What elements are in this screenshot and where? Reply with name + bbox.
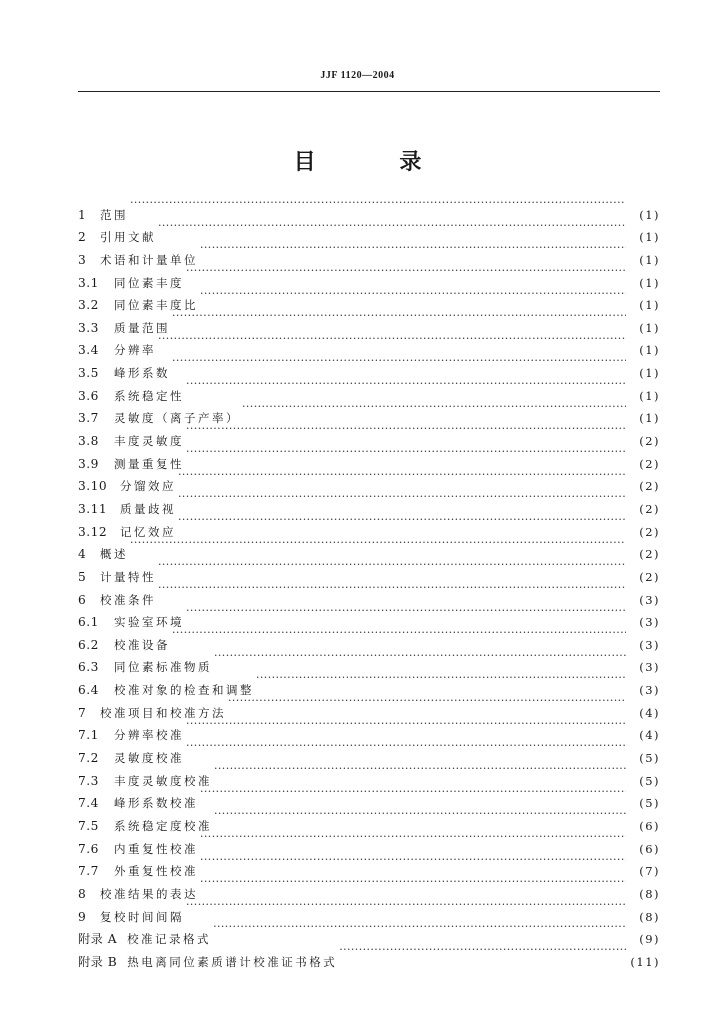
toc-entry-number: 7.1 bbox=[78, 728, 99, 743]
toc-entry-number: 7 bbox=[78, 705, 87, 720]
toc-entry-label: 质量范围 bbox=[114, 320, 170, 335]
toc-entry-number: 6.2 bbox=[78, 637, 99, 652]
toc-entry-number: 7.2 bbox=[78, 751, 99, 766]
toc-entry-label: 灵敏度校准 bbox=[114, 751, 184, 766]
toc-entry-number: 3.3 bbox=[78, 320, 99, 335]
toc-entry[interactable] bbox=[78, 219, 660, 245]
dot-leader bbox=[186, 377, 626, 400]
toc-entry-number: 1 bbox=[78, 207, 87, 222]
toc-entry-page: (1) bbox=[639, 411, 660, 426]
dot-leader bbox=[186, 422, 626, 445]
toc-entry-label: 校准设备 bbox=[114, 637, 170, 652]
dot-leader bbox=[130, 196, 626, 219]
toc-entry-label: 复校时间间隔 bbox=[100, 909, 184, 924]
dot-leader bbox=[228, 694, 626, 717]
dot-leader bbox=[200, 287, 626, 310]
toc-entry-number: 7.3 bbox=[78, 773, 99, 788]
toc-entry-label: 同位素标准物质 bbox=[114, 660, 212, 675]
dot-leader bbox=[158, 332, 626, 355]
toc-entry-number: 3.12 bbox=[78, 524, 108, 539]
toc-entry-label: 校准条件 bbox=[100, 592, 156, 607]
toc-entry-page: (6) bbox=[639, 841, 660, 856]
dot-leader bbox=[200, 241, 626, 264]
toc-entry-number: 5 bbox=[78, 569, 87, 584]
toc-entry-page: (2) bbox=[639, 501, 660, 516]
toc-entry-number: 3.8 bbox=[78, 434, 99, 449]
toc-entry-page: (2) bbox=[639, 524, 660, 539]
toc-entry-label: 丰度灵敏度校准 bbox=[114, 773, 212, 788]
dot-leader bbox=[214, 762, 626, 785]
toc-entry[interactable] bbox=[78, 604, 660, 630]
toc-entry-number: 8 bbox=[78, 886, 87, 901]
toc-entry[interactable] bbox=[78, 558, 660, 584]
dot-leader bbox=[178, 468, 626, 491]
dot-leader bbox=[158, 558, 626, 581]
toc-entry-page: (5) bbox=[639, 796, 660, 811]
dot-leader bbox=[200, 785, 626, 808]
toc-entry[interactable] bbox=[78, 536, 660, 562]
toc-entry-label: 热电离同位素质谱计校准证书格式 bbox=[127, 954, 338, 969]
toc-entry-number: 3 bbox=[78, 252, 87, 267]
dot-leader bbox=[172, 309, 626, 332]
toc-entry[interactable] bbox=[78, 196, 660, 222]
toc-entry-page: (1) bbox=[639, 343, 660, 358]
toc-entry-page: (3) bbox=[639, 615, 660, 630]
toc-entry-label: 分馏效应 bbox=[120, 479, 176, 494]
toc-entry-page: (3) bbox=[639, 637, 660, 652]
toc-entry-page: (1) bbox=[639, 252, 660, 267]
toc-entry-number: 7.4 bbox=[78, 796, 99, 811]
toc-entry-number: 3.4 bbox=[78, 343, 99, 358]
dot-leader bbox=[130, 536, 626, 559]
toc-entry-number: 7.6 bbox=[78, 841, 99, 856]
dot-leader bbox=[186, 717, 626, 740]
dot-leader bbox=[186, 445, 626, 468]
toc-entry-page: (2) bbox=[639, 479, 660, 494]
toc-entry-page: (5) bbox=[639, 773, 660, 788]
toc-entry-page: (1) bbox=[639, 275, 660, 290]
toc-entry-page: (6) bbox=[639, 818, 660, 833]
dot-leader bbox=[186, 739, 626, 762]
toc-entry-page: (1) bbox=[639, 207, 660, 222]
toc-entry-page: (1) bbox=[639, 320, 660, 335]
toc-entry-page: (4) bbox=[639, 728, 660, 743]
toc-entry[interactable] bbox=[78, 581, 660, 607]
toc-entry-number: 附录 B bbox=[78, 954, 118, 969]
toc-entry[interactable] bbox=[78, 354, 660, 381]
toc-entry-label: 外重复性校准 bbox=[114, 864, 198, 879]
dot-leader bbox=[178, 490, 626, 513]
dot-leader bbox=[213, 921, 626, 944]
dot-leader bbox=[172, 626, 626, 649]
toc-entry-number: 7.7 bbox=[78, 864, 99, 879]
toc-entry-number: 6 bbox=[78, 592, 87, 607]
toc-entry-page: (2) bbox=[639, 569, 660, 584]
dot-leader bbox=[242, 400, 626, 423]
dot-leader bbox=[178, 513, 626, 536]
dot-leader bbox=[186, 898, 626, 921]
toc-entry-number: 6.1 bbox=[78, 615, 99, 630]
dot-leader bbox=[158, 219, 626, 242]
toc-entry-label: 峰形系数 bbox=[114, 366, 170, 381]
toc-entry-page: (2) bbox=[639, 456, 660, 471]
toc-entry-page: (2) bbox=[639, 547, 660, 562]
dot-leader bbox=[256, 671, 626, 694]
toc-entry-label: 术语和计量单位 bbox=[100, 252, 198, 267]
table-of-contents bbox=[78, 196, 660, 969]
header-rule bbox=[78, 91, 660, 92]
toc-entry-page: (3) bbox=[639, 683, 660, 698]
toc-entry-number: 7.5 bbox=[78, 818, 99, 833]
toc-entry-number: 3.5 bbox=[78, 366, 99, 381]
dot-leader bbox=[214, 807, 626, 830]
toc-entry-label: 灵敏度（离子产率） bbox=[114, 411, 240, 426]
toc-entry-label: 校准结果的表达 bbox=[100, 886, 198, 901]
toc-entry-number: 4 bbox=[78, 547, 87, 562]
toc-entry-page: (1) bbox=[639, 298, 660, 313]
toc-entry-page: (5) bbox=[639, 751, 660, 766]
toc-entry-label: 同位素丰度比 bbox=[114, 298, 198, 313]
toc-entry-label: 引用文献 bbox=[100, 230, 156, 245]
dot-leader bbox=[158, 581, 626, 604]
dot-leader bbox=[186, 264, 626, 287]
toc-entry-label: 丰度灵敏度 bbox=[114, 434, 184, 449]
page-header-code: JJF 1120—2004 bbox=[320, 70, 395, 81]
toc-entry-number: 3.7 bbox=[78, 411, 99, 426]
toc-entry-label: 校准对象的检查和调整 bbox=[114, 683, 254, 698]
toc-entry-number: 3.2 bbox=[78, 298, 99, 313]
dot-leader bbox=[186, 604, 626, 627]
toc-entry-label: 同位素丰度 bbox=[114, 275, 184, 290]
toc-entry-number: 2 bbox=[78, 230, 87, 245]
toc-entry-number: 3.9 bbox=[78, 456, 99, 471]
toc-entry-label: 系统稳定性 bbox=[114, 388, 184, 403]
toc-entry-page: (2) bbox=[639, 434, 660, 449]
dot-leader bbox=[200, 830, 626, 853]
toc-entry-page: (1) bbox=[639, 230, 660, 245]
dot-leader bbox=[200, 875, 626, 898]
toc-entry-number: 3.10 bbox=[78, 479, 108, 494]
toc-entry-label: 计量特性 bbox=[100, 569, 156, 584]
page-title: 目 录 bbox=[293, 150, 460, 175]
toc-entry-label: 概述 bbox=[100, 547, 128, 562]
toc-entry-page: (3) bbox=[639, 592, 660, 607]
toc-entry-page: (9) bbox=[639, 932, 660, 947]
toc-entry-page: (1) bbox=[639, 388, 660, 403]
toc-entry-page: (1) bbox=[639, 366, 660, 381]
toc-entry-label: 校准记录格式 bbox=[127, 932, 212, 947]
toc-entry-page: (4) bbox=[639, 705, 660, 720]
toc-entry-page: (8) bbox=[639, 886, 660, 901]
toc-entry-label: 校准项目和校准方法 bbox=[100, 705, 226, 720]
toc-entry-number: 6.4 bbox=[78, 683, 99, 698]
dot-leader bbox=[339, 943, 626, 966]
toc-entry-number: 6.3 bbox=[78, 660, 99, 675]
toc-entry-page: (11) bbox=[630, 954, 660, 969]
dot-leader bbox=[214, 649, 626, 672]
toc-entry-label: 分辨率 bbox=[114, 343, 156, 358]
toc-entry-label: 范围 bbox=[100, 207, 128, 222]
toc-entry[interactable] bbox=[78, 332, 660, 358]
toc-entry[interactable] bbox=[78, 241, 660, 267]
toc-entry-label: 实验室环境 bbox=[114, 615, 184, 630]
toc-entry-number: 9 bbox=[78, 909, 87, 924]
toc-entry-label: 内重复性校准 bbox=[114, 841, 198, 856]
toc-entry-page: (8) bbox=[639, 909, 660, 924]
toc-entry-label: 测量重复性 bbox=[114, 456, 184, 471]
toc-entry-number: 附录 A bbox=[78, 932, 118, 947]
toc-entry-label: 记忆效应 bbox=[120, 524, 176, 539]
toc-entry-number: 3.11 bbox=[78, 501, 108, 516]
dot-leader bbox=[200, 853, 626, 876]
toc-entry-label: 系统稳定度校准 bbox=[114, 818, 212, 833]
toc-entry-label: 质量歧视 bbox=[120, 501, 176, 516]
toc-entry-page: (3) bbox=[639, 660, 660, 675]
toc-entry-number: 3.1 bbox=[78, 275, 99, 290]
toc-entry-number: 3.6 bbox=[78, 388, 99, 403]
dot-leader bbox=[172, 354, 626, 377]
toc-entry-label: 峰形系数校准 bbox=[114, 796, 198, 811]
toc-entry-label: 分辨率校准 bbox=[114, 728, 184, 743]
toc-entry-page: (7) bbox=[639, 864, 660, 879]
